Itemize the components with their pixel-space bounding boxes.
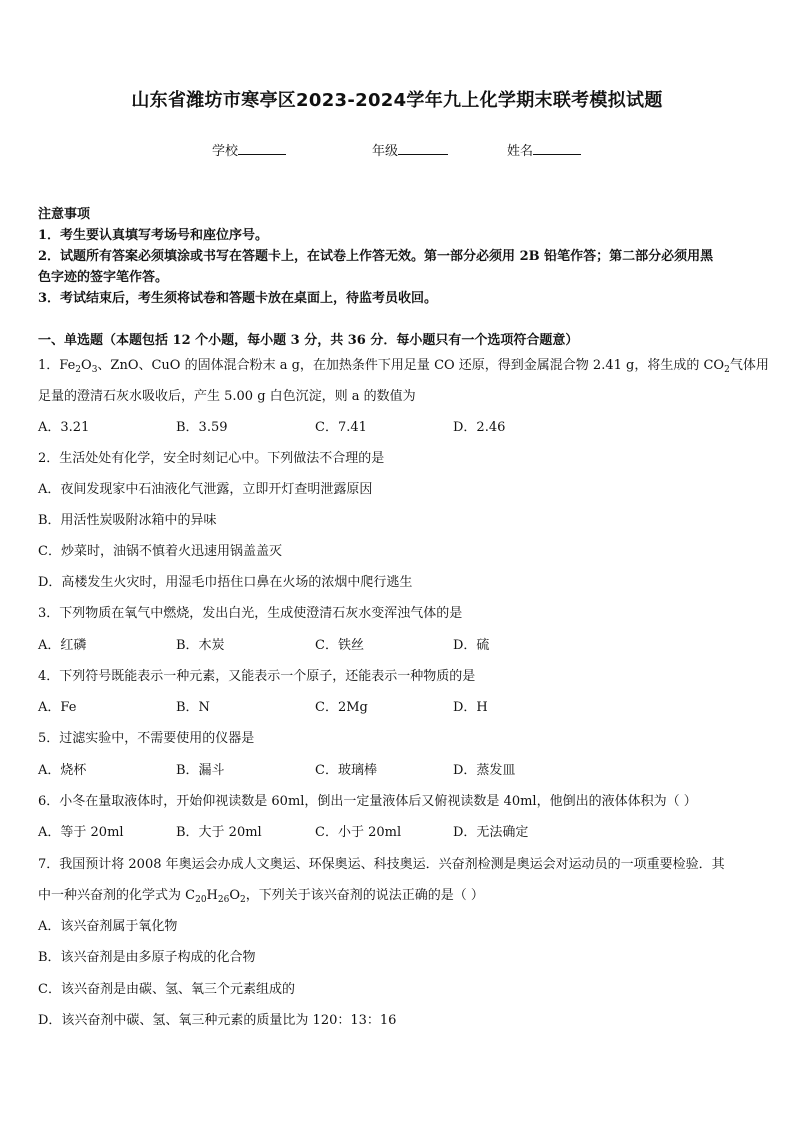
subscript: 2: [240, 895, 246, 905]
q1-option-a[interactable]: A．3.21: [38, 420, 90, 435]
q1-option-c[interactable]: C．7.41: [315, 420, 367, 435]
name-field: [507, 140, 581, 159]
q7-option-b[interactable]: B．该兴奋剂是由多原子构成的化合物: [38, 950, 256, 965]
subscript: 20: [195, 895, 207, 905]
q3-option-b[interactable]: B．木炭: [176, 638, 225, 653]
name-label: 姓名: [507, 144, 534, 159]
school-field: [212, 140, 286, 159]
question-5-stem: 5．过滤实验中，不需要使用的仪器是: [38, 731, 255, 746]
q6-option-d[interactable]: D．无法确定: [453, 825, 529, 840]
grade-field: [372, 140, 448, 159]
q7-option-a[interactable]: A．该兴奋剂属于氧化物: [38, 919, 178, 934]
q1-text: 、ZnO、CuO 的固体混合粉末 a g，在加热条件下用足量 CO 还原，得到金属混合物 2.41 g，将生成的 CO: [97, 358, 725, 373]
q2-option-a[interactable]: A．夜间发现家中石油液化气泄露，立即开灯查明泄露原因: [38, 482, 373, 497]
question-2-stem: 2．生活处处有化学，安全时刻记心中。下列做法不合理的是: [38, 451, 385, 466]
notice-heading: 注意事项: [38, 207, 91, 222]
question-1-line-1: [38, 354, 769, 373]
q1-text: 气体用: [729, 358, 769, 373]
notice-item: 3．考试结束后，考生须将试卷和答题卡放在桌面上，待监考员收回。: [38, 291, 438, 306]
question-4-stem: 4．下列符号既能表示一种元素，又能表示一个原子，还能表示一种物质的是: [38, 669, 476, 684]
q1-text: 1．Fe: [38, 358, 76, 373]
q3-option-d[interactable]: D．硫: [453, 638, 490, 653]
q4-option-c[interactable]: C．2Mg: [315, 700, 368, 715]
q7-option-d[interactable]: D．该兴奋剂中碳、氢、氧三种元素的质量比为 120：13：16: [38, 1013, 397, 1028]
notice-item: 色字迹的签字笔作答。: [38, 270, 169, 285]
section-heading: 一、单选题（本题包括 12 个小题，每小题 3 分，共 36 分．每小题只有一个选项符合题意）: [38, 333, 579, 348]
subscript: 26: [217, 895, 230, 905]
q5-option-d[interactable]: D．蒸发皿: [453, 763, 516, 778]
q5-option-a[interactable]: A．烧杯: [38, 763, 87, 778]
q1-text: O: [81, 358, 92, 373]
q5-option-b[interactable]: B．漏斗: [176, 763, 225, 778]
name-blank: [533, 142, 581, 155]
question-7-line-2: [38, 884, 484, 903]
q2-option-c[interactable]: C．炒菜时，油锅不慎着火迅速用锅盖盖灭: [38, 544, 282, 559]
school-blank: [238, 142, 286, 155]
subscript: 2: [724, 365, 730, 375]
q7-option-c[interactable]: C．该兴奋剂是由碳、氢、氧三个元素组成的: [38, 982, 295, 997]
grade-blank: [398, 142, 448, 155]
q7-text: 中一种兴奋剂的化学式为 C: [38, 888, 196, 903]
q6-option-c[interactable]: C．小于 20ml: [315, 825, 402, 840]
q6-option-a[interactable]: A．等于 20ml: [38, 825, 124, 840]
q5-option-c[interactable]: C．玻璃棒: [315, 763, 377, 778]
q7-text: O: [229, 888, 241, 903]
q4-option-b[interactable]: B．N: [176, 700, 210, 715]
q2-option-d[interactable]: D．高楼发生火灾时，用湿毛巾捂住口鼻在火场的浓烟中爬行逃生: [38, 575, 413, 590]
q4-option-a[interactable]: A．Fe: [38, 700, 77, 715]
notice-item: 2．试题所有答案必须填涂或书写在答题卡上，在试卷上作答无效。第一部分必须用 2B 铅笔作答；第二部分必须用黑: [38, 249, 714, 264]
school-label: 学校: [212, 144, 239, 159]
q4-option-d[interactable]: D．H: [453, 700, 488, 715]
q2-option-b[interactable]: B．用活性炭吸附冰箱中的异味: [38, 513, 217, 528]
q7-text: H: [206, 888, 218, 903]
subscript: 3: [91, 365, 98, 375]
grade-label: 年级: [372, 144, 399, 159]
question-3-stem: 3．下列物质在氧气中燃烧，发出白光，生成使澄清石灰水变浑浊气体的是: [38, 606, 463, 621]
q1-option-d[interactable]: D．2.46: [453, 420, 506, 435]
q6-option-b[interactable]: B．大于 20ml: [176, 825, 262, 840]
question-6-stem: 6．小冬在量取液体时，开始仰视读数是 60ml，倒出一定量液体后又俯视读数是 40ml，他倒出的液体体积为（ ）: [38, 794, 697, 809]
q3-option-c[interactable]: C．铁丝: [315, 638, 364, 653]
page-title: 山东省潍坊市寒亭区2023-2024学年九上化学期末联考模拟试题: [131, 90, 663, 111]
notice-item: 1．考生要认真填写考场号和座位序号。: [38, 228, 269, 243]
q7-text: ，下列关于该兴奋剂的说法正确的是（ ）: [245, 888, 484, 903]
question-7-line-1: 7．我国预计将 2008 年奥运会办成人文奥运、环保奥运、科技奥运．兴奋剂检测是奥运会对运动员的一项重要检验．其: [38, 857, 725, 872]
subscript: 2: [75, 365, 82, 375]
q1-option-b[interactable]: B．3.59: [176, 420, 228, 435]
question-1-line-2: 足量的澄清石灰水吸收后，产生 5.00 g 白色沉淀，则 a 的数值为: [38, 389, 416, 404]
q3-option-a[interactable]: A．红磷: [38, 638, 87, 653]
